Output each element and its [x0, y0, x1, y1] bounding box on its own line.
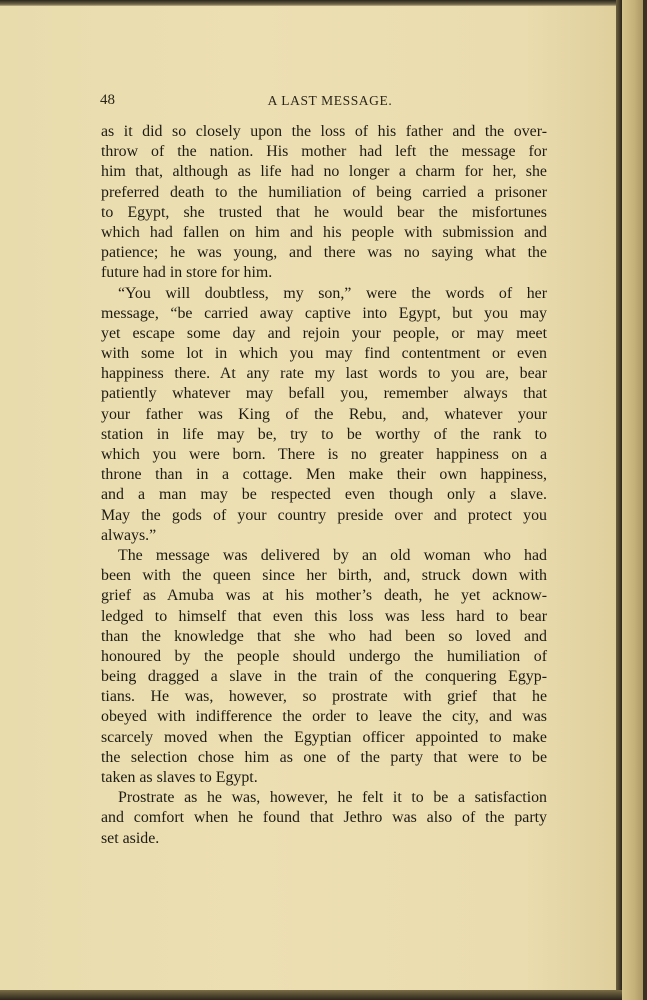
text-line: message, “be carried away captive into Egypt, but you may [101, 304, 547, 322]
text-line: set aside. [101, 829, 160, 847]
text-line: grief as Amuba was at his mother’s death, he yet acknow- [101, 587, 547, 605]
text-line: station in life may be, try to be worthy of the rank to [101, 425, 547, 443]
running-title: A LAST MESSAGE. [267, 93, 393, 108]
text-line: always.” [101, 526, 157, 544]
text-line: patience; he was young, and there was no saying what the [101, 244, 547, 262]
text-line: been with the queen since her birth, and, struck down with [101, 567, 547, 585]
next-page-edge [622, 0, 647, 1000]
text-line: being dragged a slave in the train of the conquering Egyp- [101, 668, 547, 686]
text-line: happiness there. At any rate my last words to you are, bear [101, 365, 547, 383]
body-text [101, 122, 547, 849]
text-line: as it did so closely upon the loss of his father and the over- [101, 123, 547, 140]
text-line: “You will doubtless, my son,” were the words of her [118, 284, 547, 302]
bottom-edge [0, 990, 622, 1000]
text-line: ledged to himself that even this loss was less hard to bear [101, 607, 547, 625]
text-line: future had in store for him. [101, 264, 273, 282]
text-line: which you were born. There is no greater happiness on a [101, 446, 547, 463]
text-line: and comfort when he found that Jethro was also of the party [101, 809, 547, 827]
text-line: tians. He was, however, so prostrate with grief that he [101, 688, 547, 706]
text-line: yet escape some day and rejoin your people, or may meet [101, 324, 547, 342]
text-line: The message was delivered by an old woman who had [118, 546, 547, 564]
text-line: scarcely moved when the Egyptian officer appointed to make [101, 728, 547, 746]
text-line: taken as slaves to Egypt. [101, 769, 258, 786]
text-line: the selection chose him as one of the party that were to be [101, 748, 547, 766]
text-line: throne than in a cottage. Men make their own happiness, [101, 466, 547, 484]
text-line: than the knowledge that she who had been so loved and [101, 627, 547, 645]
text-line: patiently whatever may befall you, remember always that [101, 385, 547, 403]
page-number: 48 [100, 92, 115, 108]
text-line: him that, although as life had no longer a charm for her, she [101, 163, 547, 181]
text-line: to Egypt, she trusted that he would bear the misfortunes [101, 203, 547, 221]
text-line: obeyed with indifference the order to leave the city, and was [101, 708, 547, 726]
text-line: Prostrate as he was, however, he felt it to be a satisfaction [118, 789, 547, 807]
text-line: May the gods of your country preside over and protect you [101, 506, 547, 524]
text-line: honoured by the people should undergo the humiliation of [101, 647, 547, 665]
text-line: throw of the nation. His mother had left the message for [101, 143, 547, 161]
running-header [100, 92, 548, 110]
text-line: your father was King of the Rebu, and, whatever your [101, 405, 547, 423]
text-line: and a man may be respected even though only a slave. [101, 486, 547, 504]
text-line: with some lot in which you may find contentment or even [101, 345, 547, 363]
text-line: preferred death to the humiliation of being carried a prisoner [101, 183, 547, 201]
text-line: which had fallen on him and his people with submission and [101, 223, 547, 241]
